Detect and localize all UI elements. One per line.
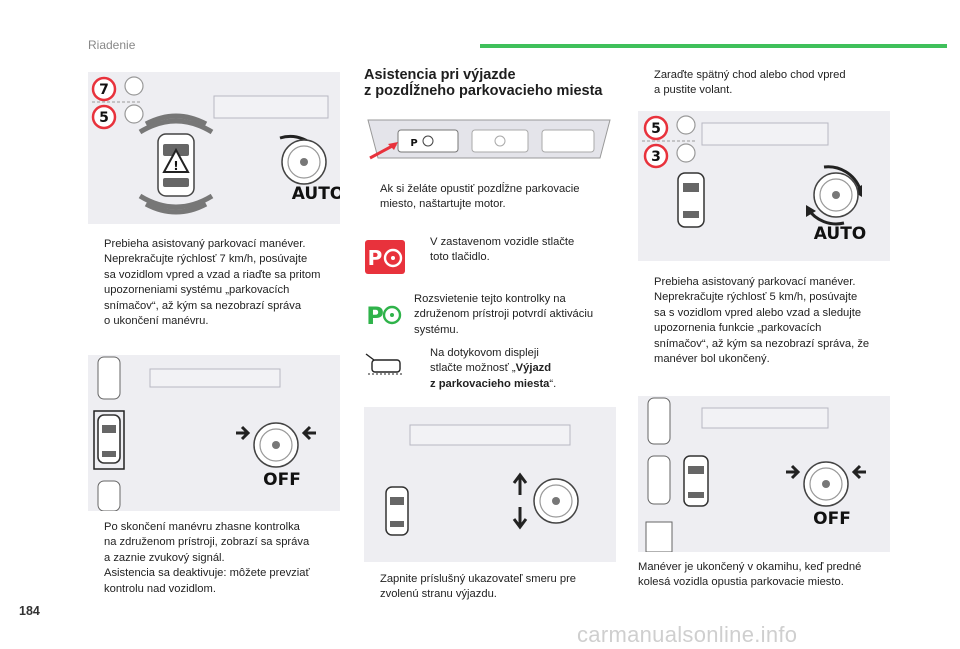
steering-wheel-icon <box>806 167 862 224</box>
exit-assist-heading: Asistencia pri výjazde z pozdĺžneho parkovacieho miesta <box>364 67 603 99</box>
step-badge-icon <box>645 117 667 167</box>
step-badge-5: 5 <box>99 110 109 126</box>
auto-label: AUTO <box>291 184 340 204</box>
park-assist-button-icon <box>365 240 405 274</box>
figure-auto-parking-left <box>88 72 340 224</box>
paragraph-press-button: V zastavenom vozidle stlačte toto tlačidlo. <box>430 236 575 264</box>
steering-wheel-icon <box>786 462 866 506</box>
paragraph-maneuver-5kmh: Prebieha asistovaný parkovací manéver. Neprekračujte rýchlosť 5 km/h, posúvajte sa s vozidlom vpred alebo vzad a sledujte upozornenia funkcie „parkovacích snímačov“, až kým sa nezobrazí správa, že manéver bol ukončený. <box>654 276 870 366</box>
paragraph-touchscreen: Na dotykovom displeji stlačte možnosť „Výjazd z parkovacieho miesta“. <box>430 347 557 390</box>
car-icon <box>386 487 408 535</box>
touchscreen-exit-icon <box>364 352 406 378</box>
parked-car-icon <box>646 398 708 552</box>
figure-turn-signal <box>364 407 616 562</box>
car-icon <box>678 173 704 227</box>
indicator-lamp-icon <box>366 298 402 330</box>
step-badge-icon <box>93 78 115 128</box>
paragraph-maneuver-end: Po skončení manévru zhasne kontrolka na združenom prístroji, zobrazí sa správa a zaznie zvukový signál. Asistencia sa deaktivuje: môžete prevziať kontrolu nad vozidlom. <box>104 521 310 595</box>
paragraph-maneuver-complete: Manéver je ukončený v okamihu, keď predné kolesá vozidla opustia parkovacie miesto. <box>638 561 862 589</box>
steering-wheel-icon <box>236 423 316 467</box>
step-badge-5: 5 <box>651 121 661 137</box>
paragraph-turn-signal: Zapnite príslušný ukazovateľ smeru pre zvolenú stranu výjazdu. <box>380 573 577 601</box>
figure-off-right <box>638 396 890 552</box>
page-number: 184 <box>19 604 40 618</box>
svg-text:P: P <box>366 302 384 330</box>
section-accent-bar <box>480 44 947 48</box>
auto-label: AUTO <box>813 224 867 244</box>
figure-off-left <box>88 355 340 511</box>
watermark: carmanualsonline.info <box>577 622 798 647</box>
paragraph-maneuver-7kmh: Prebieha asistovaný parkovací manéver. Neprekračujte rýchlosť 7 km/h, posúvajte sa vozidlom vpred a vzad a riaďte sa pritom upozorneniami systému „parkovacích snímačov“, až kým sa nezobrazí správa o ukončení manévru. <box>104 238 321 328</box>
off-label: OFF <box>263 470 301 490</box>
paragraph-indicator: Rozsvietenie tejto kontrolky na združenom prístroji potvrdí aktiváciu systému. <box>414 293 594 336</box>
parked-car-icon <box>94 357 124 511</box>
steering-wheel-icon <box>280 136 326 184</box>
svg-text:P: P <box>367 246 383 270</box>
paragraph-shift-gear: Zaraďte spätný chod alebo chod vpred a pustite volant. <box>654 69 846 97</box>
car-with-sensors-icon <box>140 116 212 212</box>
steering-wheel-icon <box>514 475 578 527</box>
figure-auto-parking-right <box>638 111 890 261</box>
step-badge-3: 3 <box>651 149 661 165</box>
off-label: OFF <box>813 509 851 529</box>
console-buttons-figure <box>362 114 616 164</box>
svg-text:P: P <box>410 138 418 149</box>
svg-text:!: ! <box>173 159 179 173</box>
step-badge-7: 7 <box>99 82 109 98</box>
section-title: Riadenie <box>88 38 136 52</box>
paragraph-start-engine: Ak si želáte opustiť pozdĺžne parkovacie miesto, naštartujte motor. <box>380 183 580 211</box>
